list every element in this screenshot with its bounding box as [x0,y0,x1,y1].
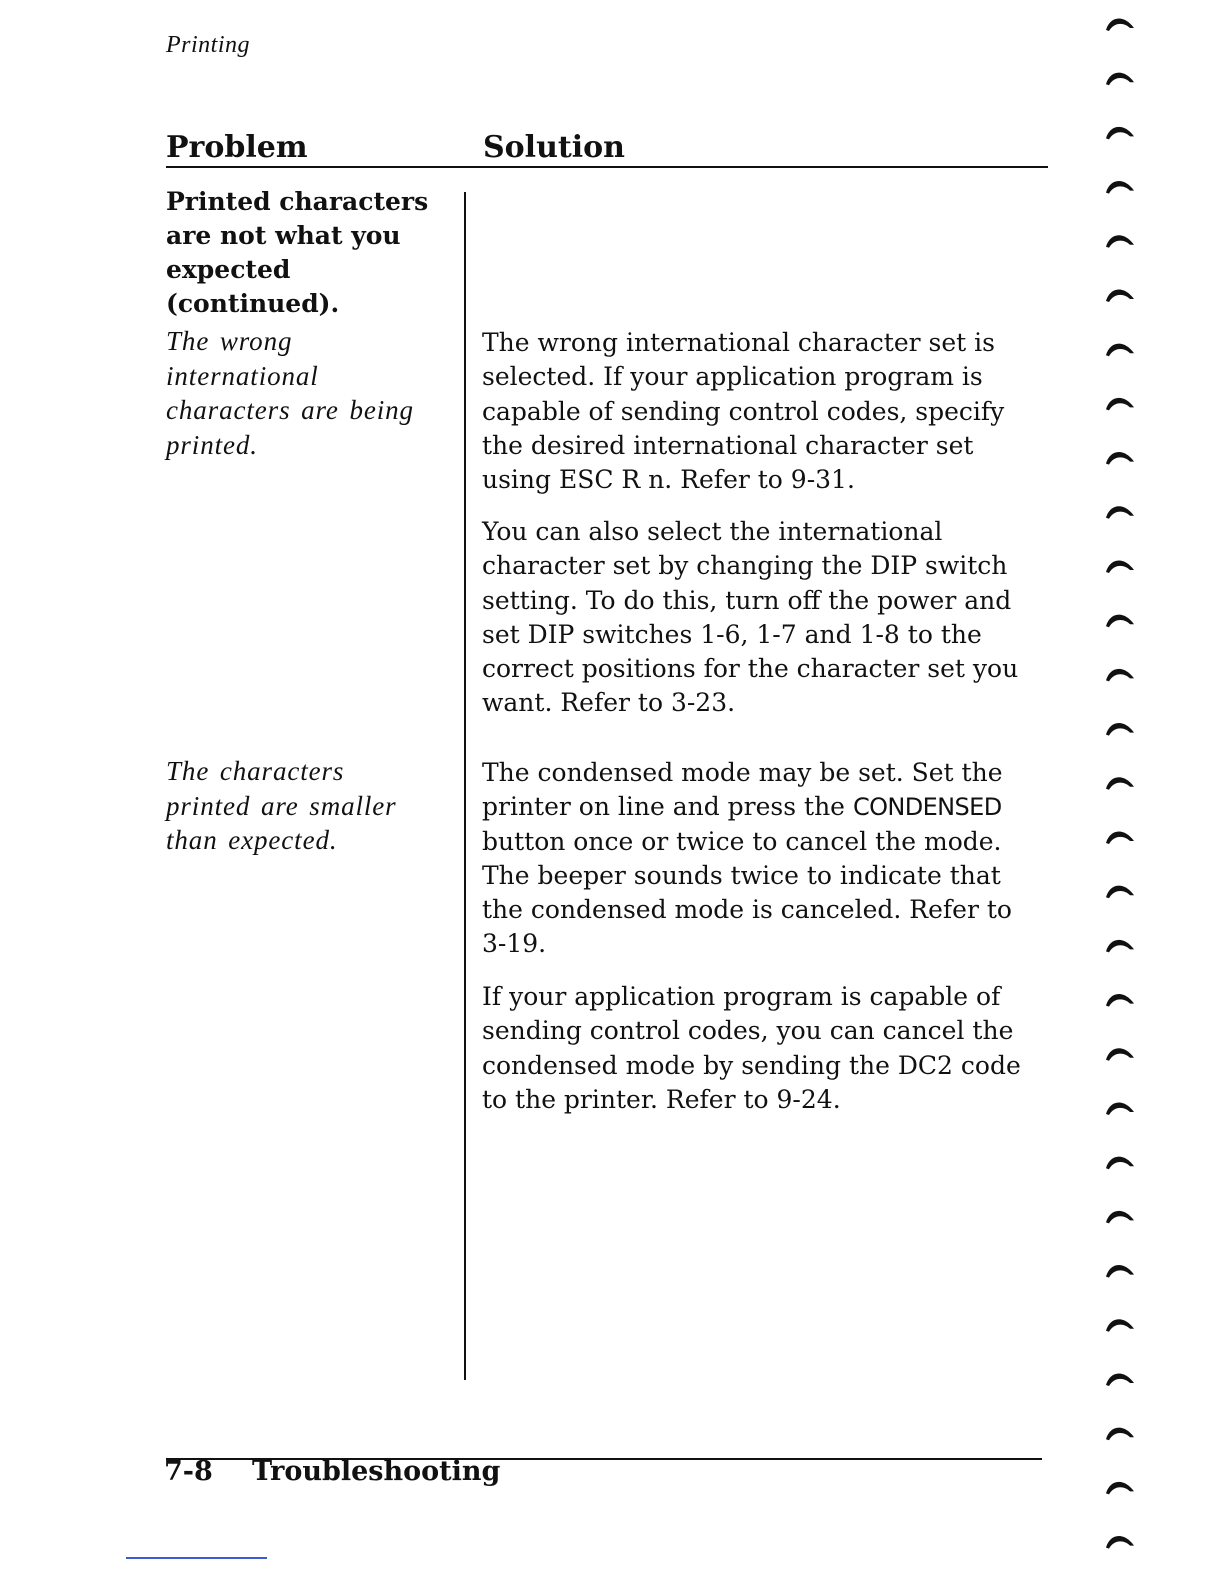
solution-line: The beeper sounds twice to indicate that [482,860,1001,890]
problem-wrong-international [166,324,458,462]
problem-line: international [166,360,319,391]
binding-hole-icon [1106,1265,1134,1278]
binding-hole-icon [1106,615,1134,628]
spiral-binding [1100,0,1150,1584]
solution-line: want. Refer to 3-23. [482,688,736,718]
binding-hole-icon [1106,73,1134,86]
binding-hole-icon [1106,18,1134,31]
binding-hole-icon [1106,723,1134,736]
solution-international-set [482,326,1047,497]
solution-line: using ESC R n. Refer to 9-31. [482,465,855,495]
problem-line: characters are being [166,395,414,425]
footer-section-title: Troubleshooting [252,1456,501,1487]
problem-main-line: are not what you [166,221,401,250]
binding-holes-icon [1100,0,1150,1584]
problem-main-line: expected (continued). [166,255,340,318]
solution-line: character set by changing the DIP switch [482,551,1008,581]
solution-text: printer on line and press the [482,792,853,822]
page-number: 7-8 [164,1456,213,1487]
binding-hole-icon [1106,127,1134,140]
solution-line: 3-19. [482,929,547,959]
binding-hole-icon [1106,777,1134,790]
solution-line: capable of sending control codes, specify [482,396,1005,426]
binding-hole-icon [1106,940,1134,953]
problem-main-heading [166,185,458,321]
problem-line: The wrong [166,326,293,356]
heading-rule [166,166,1048,168]
binding-hole-icon [1106,1157,1134,1170]
binding-hole-icon [1106,1319,1134,1332]
problem-line: printed are smaller [166,790,397,821]
solution-line: sending control codes, you can cancel the [482,1016,1014,1046]
running-head: Printing [166,32,251,58]
solution-line: the condensed mode is canceled. Refer to [482,895,1012,925]
binding-hole-icon [1106,1482,1134,1495]
binding-hole-icon [1106,1048,1134,1061]
solution-line: correct positions for the character set you [482,654,1019,684]
solution-line: The wrong international character set is [482,328,995,357]
binding-hole-icon [1106,994,1134,1007]
binding-hole-icon [1106,398,1134,411]
solution-line: The condensed mode may be set. Set the [482,758,1003,787]
problem-column-heading: Problem [166,130,308,165]
solution-line: setting. To do this, turn off the power and [482,585,1012,615]
binding-hole-icon [1106,560,1134,573]
binding-hole-icon [1106,831,1134,844]
problem-line: The characters [166,756,345,786]
binding-hole-icon [1106,669,1134,682]
problem-characters-smaller [166,754,458,858]
solution-line: If your application program is capable of [482,982,1001,1011]
binding-hole-icon [1106,181,1134,194]
binding-hole-icon [1106,886,1134,899]
solution-line: button once or twice to cancel the mode. [482,826,1002,856]
binding-hole-icon [1106,344,1134,357]
solution-condensed-mode [482,756,1047,962]
solution-line: set DIP switches 1-6, 1-7 and 1-8 to the [482,619,982,649]
binding-hole-icon [1106,1211,1134,1224]
solution-line: the desired international character set [482,430,974,460]
solution-line [482,790,1047,824]
solution-line: to the printer. Refer to 9-24. [482,1084,841,1114]
solution-column-heading: Solution [483,130,625,165]
column-divider [464,192,466,1380]
problem-line: printed. [166,429,258,460]
solution-dc2-code [482,980,1047,1117]
binding-hole-icon [1106,452,1134,465]
solution-dip-switch [482,515,1047,721]
binding-hole-icon [1106,1536,1134,1549]
binding-hole-icon [1106,1373,1134,1386]
problem-line: than expected. [166,825,338,855]
binding-hole-icon [1106,289,1134,302]
solution-line: condensed mode by sending the DC2 code [482,1050,1021,1080]
condensed-button-name: CONDENSED [852,793,1002,822]
solution-line: You can also select the international [482,517,943,546]
binding-hole-icon [1106,1102,1134,1115]
binding-hole-icon [1106,1428,1134,1441]
scan-edge-mark [126,1557,267,1559]
binding-hole-icon [1106,235,1134,248]
binding-hole-icon [1106,506,1134,519]
solution-line: selected. If your application program is [482,362,983,392]
problem-main-line: Printed characters [166,187,429,216]
